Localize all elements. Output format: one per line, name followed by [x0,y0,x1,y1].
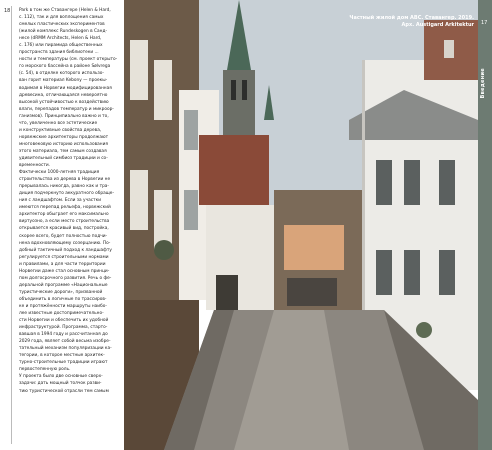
body-text-line: и конструктивные свойства дерева, [19,127,102,133]
body-text-line: добный тактичный подход к ландшафту [19,247,112,253]
body-text-line: ганизмов). Принципиально важно и то, [19,113,109,119]
body-text-line: с. 176) или пирамида общественных [19,43,103,49]
body-text-line: нена вдохновляющему созерцанию. По- [19,240,111,246]
body-text-line: прерывалась никогда, равно как и тра- [19,184,109,190]
body-text-line: туристические дороги», призванной [19,289,103,295]
body-text-line: водимая в Норвегии модифицированная [19,85,112,91]
body-text-line: норвежские архитекторы продолжают [19,134,109,140]
body-text-line: многовековую историю использования [19,141,108,147]
body-text-line: влаги, перепадов температур и микроор- [19,106,114,112]
body-text-line: сти Норвегии и обеспечить их удобной [19,318,109,324]
body-text-line: Фактически 1000-летняя традиция [19,170,100,176]
body-text-line: (жилой комплекс Rundeskogen в Санд- [19,29,107,35]
body-text-line: виртуозно, а если место строительства [19,219,110,225]
street-photo [124,0,478,450]
body-text-line: этого материала, тем самым создавая [19,148,107,154]
body-text-line: инфраструктурой. Программа, старто- [19,325,108,331]
body-text-line: с. 112), так и для воплощения самых [19,15,104,21]
body-text-line: деральной программе «Национальные [19,282,108,288]
body-text-line: турно-строительные традиции играют [19,360,108,366]
body-text-line: го морского бассейна в районе Sølvrega [19,64,111,70]
body-text-line: У проекта было две основные сверх- [19,374,103,380]
body-text-line: древесина, отличающаяся невероятно [19,92,108,98]
body-text-line: скорее всего, будет полностью подчи- [19,233,108,239]
body-text-line: ности и температуры (см. проект открыто- [19,57,118,63]
body-text-line: архитектор обыграет его максимально [19,212,109,218]
body-text-line: (с. 54), в отделке которого использо- [19,71,104,77]
body-text-line: ван горит материал Kebony — проекы- [19,78,108,84]
body-text-line: ния с ландшафтом. Если за участки [19,198,102,204]
body-text-line: лее известные достопримечательно- [19,311,104,317]
body-text-line: задачи: дать мощный толчок разви- [19,381,102,387]
body-text-line: тию туристической отрасли тем самым [19,388,109,394]
body-text-line: 2029 года, являет собой весьма изобре- [19,339,111,345]
body-text-line: первостепенную роль. [19,367,71,373]
gutter-divider [11,6,12,444]
caption-architect: Арх. Austigard Arkitektur [401,22,474,28]
body-text-line: открывается красивый вид, постройка, [19,226,109,232]
body-text-line: высокой устойчивостью к воздействию [19,99,109,105]
right-page-number: 17 [481,20,488,26]
photo-caption [324,15,474,29]
body-text-column [19,7,121,395]
body-text-line: смелых пластических экспериментов [19,22,105,28]
body-text-line: ке и протяжённости маршруты наибо- [19,303,107,309]
body-text-line: Park в том же Ставангере (Helen & Hard, [19,8,111,13]
body-text-line: объединить в логичные по трассиров- [19,296,107,302]
body-text-line: вавшая в 1994 году и рассчитанная до [19,332,108,338]
body-text-line: пом долгосрочного развития. Речь о фе- [19,275,112,281]
body-text-line: имеются перепад рельефа, норвежский [19,205,111,211]
body-text-line: и правилами, а для части территории [19,261,106,267]
body-text-line: строительства из дерева в Норвегии не [19,177,111,183]
body-text-line: пространств здания библиотеки ... [19,50,99,56]
body-text-line: диция подчеркнуто аккуратного обраще- [19,191,114,197]
body-text-line: регулируется строительными нормами [19,254,109,260]
body-text-line: тегории, в которое местные архитек- [19,353,105,359]
body-text-line: удивительный симбиоз традиции и со- [19,155,108,161]
body-text-line: Норвегии даже стал основным принци- [19,268,110,274]
body-text-line: временности. [19,163,51,169]
left-page-number: 18 [4,8,11,14]
body-text-line: тательный механизм популяризации ка- [19,346,112,352]
body-text-line: что, увеличенно все эстетические [19,120,98,126]
caption-title: Частный жилой дом ABC. Ставангер. 2019. [349,15,474,21]
section-label: Введение [480,68,486,99]
body-text-line: несе (dRMM Architects, Helen & Hard, [19,36,102,42]
